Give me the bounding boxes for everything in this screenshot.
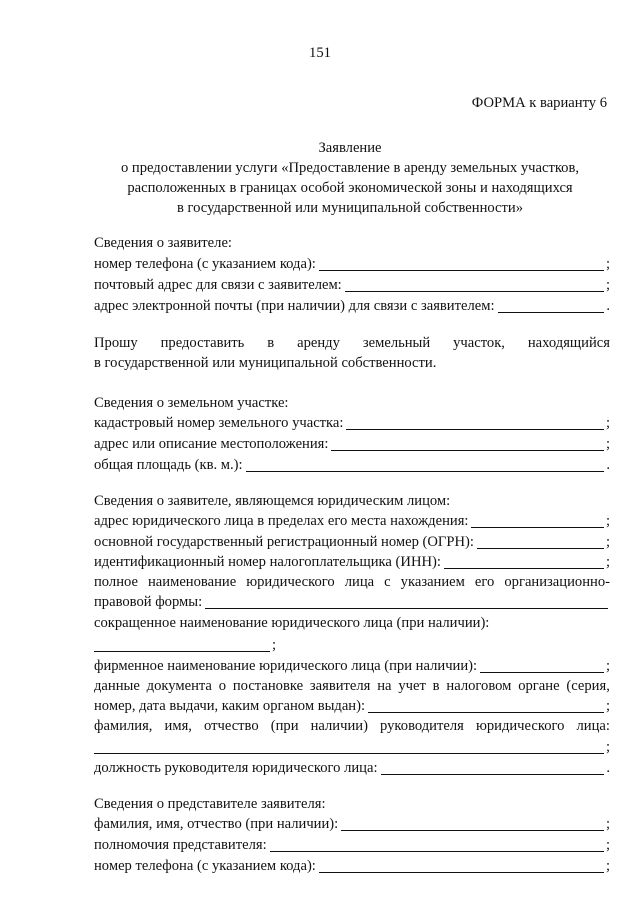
form-label: ФОРМА к варианту 6 xyxy=(471,95,607,111)
land-address-label: адрес или описание местоположения: xyxy=(94,436,329,452)
legal-brandname-field[interactable] xyxy=(480,658,604,673)
applicant-heading: Сведения о заявителе: xyxy=(94,235,232,251)
legal-inn-label: идентификационный номер налогоплательщика (ИНН): xyxy=(94,554,441,570)
applicant-email-label: адрес электронной почты (при наличии) для связи с заявителем: xyxy=(94,298,495,314)
legal-taxdoc-row: номер, дата выдачи, каким органом выдан): ; xyxy=(94,698,610,714)
applicant-email-field[interactable] xyxy=(498,298,605,313)
legal-shortname-label: сокращенное наименование юридического лица (при наличии): xyxy=(94,615,490,631)
title-line-1: Заявление xyxy=(318,140,382,156)
legal-taxdoc-line-1: данные документа о постановке заявителя на учет в налоговом органе (серия, xyxy=(94,678,610,694)
representative-fio-field[interactable] xyxy=(341,816,604,831)
representative-powers-field[interactable] xyxy=(270,837,604,852)
legal-ogrn-field[interactable] xyxy=(477,534,604,549)
legal-headposition-row: должность руководителя юридического лица: . xyxy=(94,760,610,776)
representative-phone-row: номер телефона (с указанием кода): ; xyxy=(94,858,610,874)
land-area-label: общая площадь (кв. м.): xyxy=(94,457,243,473)
request-line-1: Прошу предоставить в аренду земельный участок, находящийся xyxy=(94,335,610,351)
request-paragraph xyxy=(94,333,610,373)
representative-fio-label: фамилия, имя, отчество (при наличии): xyxy=(94,816,339,832)
legal-shortname-row xyxy=(94,614,610,632)
legal-shortname-field[interactable] xyxy=(94,637,270,652)
applicant-postal-row: почтовый адрес для связи с заявителем: ; xyxy=(94,277,610,293)
legal-taxdoc-field[interactable] xyxy=(368,698,604,713)
page-number: 151 xyxy=(309,45,331,61)
representative-heading: Сведения о представителе заявителя: xyxy=(94,796,326,812)
legal-headfio-field[interactable] xyxy=(94,739,604,754)
legal-address-row: адрес юридического лица в пределах его места нахождения: ; xyxy=(94,513,610,529)
legal-taxdoc-label: номер, дата выдачи, каким органом выдан): xyxy=(94,698,366,714)
applicant-phone-row: номер телефона (с указанием кода): ; xyxy=(94,256,610,272)
legal-address-label: адрес юридического лица в пределах его места нахождения: xyxy=(94,513,469,529)
legal-ogrn-label: основной государственный регистрационный номер (ОГРН): xyxy=(94,534,474,550)
legal-shortname-field-row: ; xyxy=(94,636,610,654)
representative-phone-label: номер телефона (с указанием кода): xyxy=(94,858,316,874)
applicant-postal-label: почтовый адрес для связи с заявителем: xyxy=(94,277,342,293)
applicant-phone-label: номер телефона (с указанием кода): xyxy=(94,256,316,272)
legal-headfio-field-row: ; xyxy=(94,738,610,756)
representative-fio-row: фамилия, имя, отчество (при наличии): ; xyxy=(94,816,610,832)
land-cadastral-row: кадастровый номер земельного участка: ; xyxy=(94,415,610,431)
representative-powers-row: полномочия представителя: ; xyxy=(94,837,610,853)
document-title xyxy=(90,138,610,218)
legal-headfio-paragraph xyxy=(94,716,610,736)
legal-brandname-row: фирменное наименование юридического лица (при наличии): ; xyxy=(94,658,610,674)
land-cadastral-field[interactable] xyxy=(346,415,603,430)
land-area-field[interactable] xyxy=(246,457,605,472)
applicant-email-row: адрес электронной почты (при наличии) для связи с заявителем: . xyxy=(94,298,610,314)
title-line-3: расположенных в границах особой экономической зоны и находящихся xyxy=(127,180,573,196)
legal-headposition-label: должность руководителя юридического лица: xyxy=(94,760,378,776)
legal-inn-row: идентификационный номер налогоплательщика (ИНН): ; xyxy=(94,554,610,570)
legal-address-field[interactable] xyxy=(471,513,603,528)
legal-headfio-line-1: фамилия, имя, отчество (при наличии) руководителя юридического лица: xyxy=(94,718,610,734)
legal-fullname-paragraph xyxy=(94,572,610,592)
legal-taxdoc-paragraph xyxy=(94,676,610,696)
legal-headposition-field[interactable] xyxy=(381,760,605,775)
representative-phone-field[interactable] xyxy=(319,858,604,873)
title-line-4: в государственной или муниципальной собственности» xyxy=(176,200,524,216)
land-address-field[interactable] xyxy=(331,436,604,451)
legal-fullname-row xyxy=(94,593,610,611)
legal-ogrn-row: основной государственный регистрационный номер (ОГРН): ; xyxy=(94,534,610,550)
request-line-2: в государственной или муниципальной собственности. xyxy=(94,355,437,371)
legal-fullname-field[interactable] xyxy=(205,594,608,609)
legal-inn-field[interactable] xyxy=(444,554,604,569)
land-cadastral-label: кадастровый номер земельного участка: xyxy=(94,415,344,431)
applicant-postal-field[interactable] xyxy=(345,277,604,292)
land-heading: Сведения о земельном участке: xyxy=(94,395,289,411)
legal-brandname-label: фирменное наименование юридического лица (при наличии): xyxy=(94,658,478,674)
title-line-2: о предоставлении услуги «Предоставление в аренду земельных участков, xyxy=(120,160,580,176)
applicant-phone-field[interactable] xyxy=(319,256,604,271)
legal-fullname-line-1: полное наименование юридического лица с указанием его организационно- xyxy=(94,574,610,590)
representative-powers-label: полномочия представителя: xyxy=(94,837,267,853)
land-address-row: адрес или описание местоположения: ; xyxy=(94,436,610,452)
land-area-row: общая площадь (кв. м.): . xyxy=(94,457,610,473)
legal-fullname-label: правовой формы: xyxy=(94,594,203,610)
legal-heading: Сведения о заявителе, являющемся юридическим лицом: xyxy=(94,493,451,509)
